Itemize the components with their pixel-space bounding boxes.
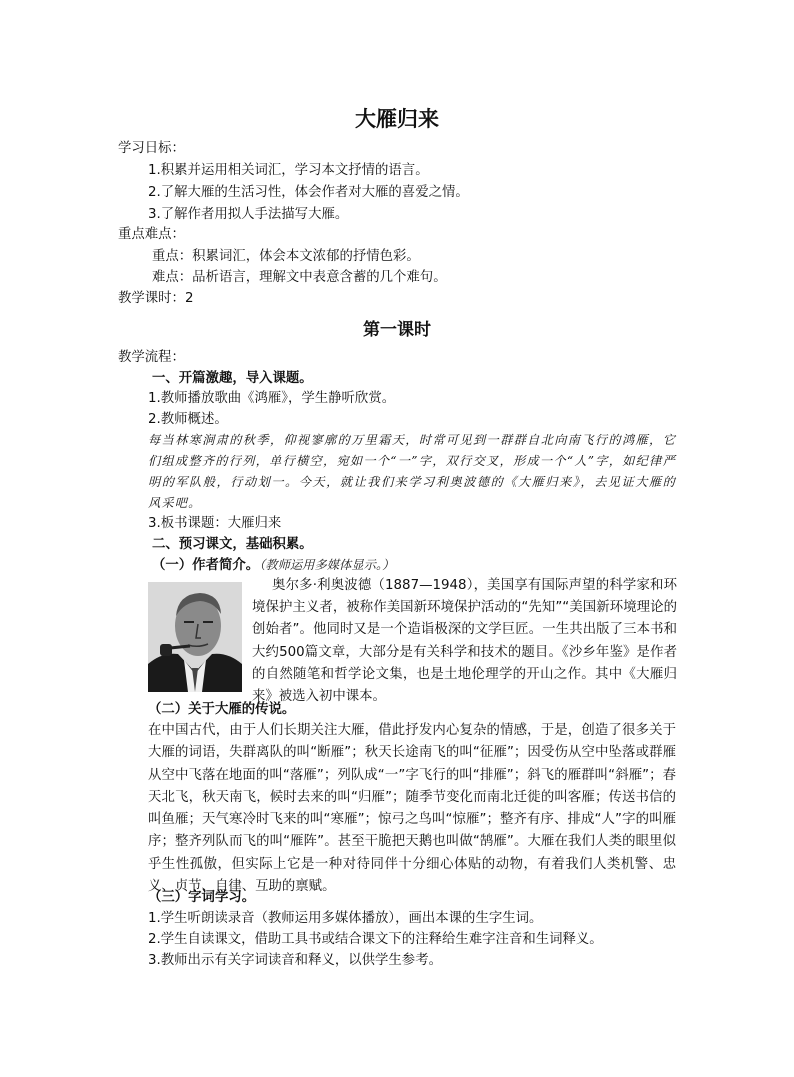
vocab-heading: （三）字词学习。 bbox=[148, 890, 256, 905]
legend-heading: （二）关于大雁的传说。 bbox=[148, 702, 296, 717]
lesson-title: 第一课时 bbox=[363, 320, 431, 340]
narration-paragraph: 每当林寒涧肃的秋季，仰视寥廓的万里霜天，时常可见到一群群自北向南飞行的鸿雁，它们组成整齐的行列，单行横空，宛如一个“一”字，双行交叉，形成一个“人”字，如纪律严明的军队般，行动划一。今天，就让我们来学习利奥波德的《大雁归来》，去见证大雁的风采吧。 bbox=[148, 433, 676, 510]
author-heading-line bbox=[152, 556, 394, 575]
section1-step: 2.教师概述。 bbox=[148, 412, 228, 427]
keypoint-difficulty: 难点：品析语言，理解文中表意含蓄的几个难句。 bbox=[152, 270, 447, 285]
process-heading: 教学流程： bbox=[118, 350, 185, 365]
objective-item: 3.了解作者用拟人手法描写大雁。 bbox=[148, 207, 349, 222]
vocab-item: 3.教师出示有关字词读音和释义，以供学生参考。 bbox=[148, 953, 442, 968]
objective-item: 1.积累并运用相关词汇，学习本文抒情的语言。 bbox=[148, 163, 429, 178]
document-title: 大雁归来 bbox=[355, 107, 439, 131]
author-portrait-photo bbox=[148, 582, 242, 692]
section1-step: 3.板书课题：大雁归来 bbox=[148, 516, 282, 531]
section1-heading: 一、开篇激趣，导入课题。 bbox=[152, 371, 313, 386]
keypoint-focus: 重点：积累词汇，体会本文浓郁的抒情色彩。 bbox=[152, 249, 420, 264]
author-heading: （一）作者简介。 bbox=[152, 558, 260, 573]
section2-heading: 二、预习课文，基础积累。 bbox=[152, 537, 313, 552]
legend-paragraph: 在中国古代，由于人们长期关注大雁，借此抒发内心复杂的情感，于是，创造了很多关于大雁的词语，失群离队的叫“断雁”；秋天长途南飞的叫“征雁”；因受伤从空中坠落或群雁从空中飞落在地面的叫“落雁”；列队成“一”字飞行的叫“排雁”；斜飞的雁群叫“斜雁”；春天北飞，秋天南飞，候时去来的叫“归雁”；随季节变化而南北迁徙的叫客雁；传送书信的叫鱼雁；天气寒冷时飞来的叫“寒雁”；惊弓之鸟叫“惊雁”；整齐有序、排成“人”字的叫雁序；整齐列队而飞的叫“雁阵”。甚至干脆把天鹅也叫做“鹄雁”。大雁在我们人类的眼里似乎生性孤傲，但实际上它是一种对待同伴十分细心体贴的动物，有着我们人类机警、忠义、贞节、自律、互助的禀赋。 bbox=[148, 723, 676, 895]
author-bio: 奥尔多·利奥波德（1887—1948），美国享有国际声望的科学家和环境保护主义者，被称作美国新环境保护活动的“先知”“美国新环境理论的创始者”。他同时又是一个造诣极深的文学巨匠。一生共出版了三本书和大约500篇文章，大部分是有关科学和技术的题目。《沙乡年鉴》是作者的自然随笔和哲学论文集，也是土地伦理学的开山之作。其中《大雁归来》被选入初中课本。 bbox=[252, 578, 677, 705]
author-note: （教师运用多媒体显示。） bbox=[259, 558, 395, 572]
objectives-heading: 学习日标： bbox=[118, 141, 185, 156]
teaching-hours: 教学课时：2 bbox=[118, 291, 194, 306]
keypoints-heading: 重点难点： bbox=[118, 227, 185, 242]
section1-step: 1.教师播放歌曲《鸿雁》，学生静听欣赏。 bbox=[148, 391, 396, 406]
vocab-item: 2.学生自读课文，借助工具书或结合课文下的注释给生难字注音和生词释义。 bbox=[148, 932, 603, 947]
vocab-item: 1.学生听朗读录音（教师运用多媒体播放），画出本课的生字生词。 bbox=[148, 911, 543, 926]
objective-item: 2.了解大雁的生活习性，体会作者对大雁的喜爱之情。 bbox=[148, 185, 469, 200]
